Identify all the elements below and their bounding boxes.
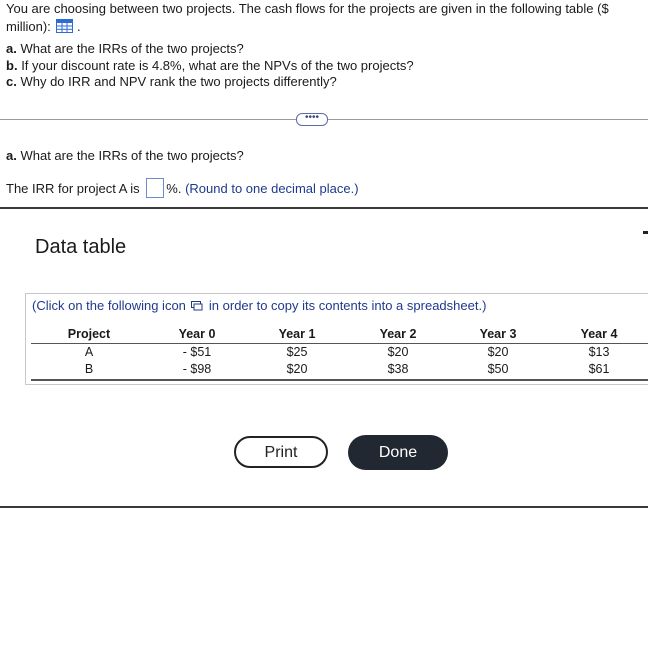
question-intro-line2-wrap (6, 18, 636, 36)
table-cell: $50 (487, 362, 509, 376)
table-cell: $20 (387, 345, 409, 359)
spreadsheet-grid-icon[interactable] (56, 19, 73, 33)
table-cell: B (84, 362, 94, 376)
copy-instructions: (Click on the following icon in order to copy its contents into a spreadsheet.) (32, 298, 487, 313)
col-header-project: Project (67, 327, 111, 341)
table-cell: $38 (387, 362, 409, 376)
table-header-rule (31, 343, 648, 344)
answer-line (6, 178, 359, 198)
question-intro (6, 0, 636, 36)
irr-answer-input[interactable] (146, 178, 164, 198)
table-cell: - $98 (182, 362, 212, 376)
question-part-b: b. If your discount rate is 4.8%, what are the NPVs of the two projects? (6, 57, 414, 73)
divider-dialog-top (0, 207, 648, 209)
copy-to-spreadsheet-icon[interactable] (191, 299, 203, 309)
table-cell: $20 (487, 345, 509, 359)
answer-suffix: %. (166, 181, 182, 196)
table-footer-rule (31, 379, 648, 381)
col-header-year1: Year 1 (278, 327, 316, 341)
question-intro-line1: You are choosing between two projects. The cash flows for the projects are given in the following table ($ (6, 1, 609, 16)
question-parts (6, 41, 414, 91)
print-button[interactable]: Print (234, 436, 328, 468)
answer-prefix: The IRR for project A is (6, 181, 140, 196)
current-part-question: a. What are the IRRs of the two projects? (6, 148, 244, 163)
col-header-year0: Year 0 (178, 327, 216, 341)
question-intro-suffix: . (77, 19, 81, 34)
expand-more-button[interactable]: •••• (296, 113, 328, 126)
table-cell: $61 (588, 362, 610, 376)
col-header-year3: Year 3 (479, 327, 517, 341)
rounding-hint: (Round to one decimal place.) (185, 181, 359, 196)
col-header-year4: Year 4 (580, 327, 618, 341)
table-cell: $13 (588, 345, 610, 359)
question-part-a: a. What are the IRRs of the two projects? (6, 41, 244, 56)
divider-dialog-bottom (0, 506, 648, 508)
dialog-title: Data table (35, 236, 127, 258)
table-cell: - $51 (182, 345, 212, 359)
table-cell: $20 (286, 362, 308, 376)
table-cell: $25 (286, 345, 308, 359)
col-header-year2: Year 2 (379, 327, 417, 341)
table-cell: A (84, 345, 94, 359)
question-intro-line2: million): (6, 19, 51, 34)
done-button[interactable]: Done (348, 435, 448, 470)
minimize-icon[interactable] (643, 231, 648, 234)
question-part-c: c. Why do IRR and NPV rank the two projects differently? (6, 74, 337, 89)
